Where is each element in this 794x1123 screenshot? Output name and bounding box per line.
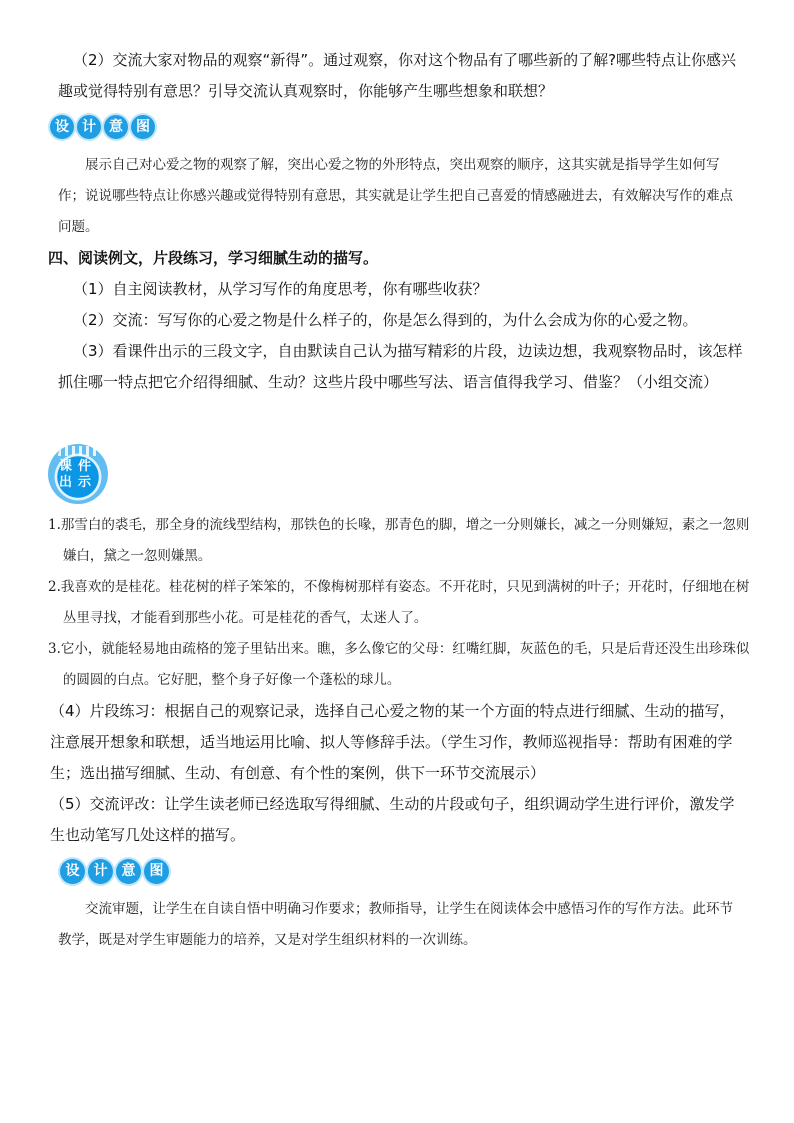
design-intent-text: 展示自己对心爱之物的观察了解，突出心爱之物的外形特点，突出观察的顺序，这其实就是指导学生如何写作；说说哪些特点让你感兴趣或觉得特别有意思，其实就是让学生把自己喜爱的情感融进去，有效解决写作的难点问题。 [58, 157, 733, 235]
courseware-icon-line1: 课件 [58, 459, 97, 474]
badge-char: 意 [116, 859, 141, 884]
design-intent-text-2: 交流审题，让学生在自读自悟中明确习作要求；教师指导，让学生在阅读体会中感悟习作的写作方法。此环节教学，既是对学生审题能力的培养，又是对学生组织材料的一次训练。 [58, 901, 733, 948]
design-intent-badge [60, 859, 169, 884]
section4-item3: （3）看课件出示的三段文字，自由默读自己认为描写精彩的片段，边读边想，我观察物品时，该怎样抓住哪一特点把它介绍得细腻、生动？这些片段中哪些写法、语言值得我学习、借鉴？（小组交流） [58, 342, 743, 391]
section4-item5: （5）交流评改：让学生读老师已经选取写得细腻、生动的片段或句子，组织调动学生进行评价，激发学生也动笔写几处这样的描写。 [50, 795, 735, 844]
badge-char: 图 [144, 859, 169, 884]
icon-decoration [58, 446, 98, 456]
courseware-passage-1: 1.那雪白的裘毛，那全身的流线型结构，那铁色的长喙，那青色的脚，增之一分则嫌长，减之一分则嫌短，素之一忽则嫌白，黛之一忽则嫌黑。 [48, 517, 750, 564]
badge-char: 计 [88, 859, 113, 884]
courseware-display-icon [48, 444, 108, 504]
badge-char: 图 [131, 115, 155, 139]
section4-item2: （2）交流：写写你的心爱之物是什么样子的，你是怎么得到的，为什么会成为你的心爱之物。 [73, 311, 698, 329]
section4-item1: （1）自主阅读教材，从学习写作的角度思考，你有哪些收获？ [73, 280, 488, 298]
badge-char: 设 [60, 859, 85, 884]
section4-heading: 四、阅读例文，片段练习，学习细腻生动的描写。 [48, 249, 379, 267]
section3-item2: （2）交流大家对物品的观察“新得”。通过观察，你对这个物品有了哪些新的了解?哪些特点让你感兴趣或觉得特别有意思？引导交流认真观察时，你能够产生哪些想象和联想？ [58, 51, 737, 100]
courseware-passage-2: 2.我喜欢的是桂花。桂花树的样子笨笨的，不像梅树那样有姿态。不开花时，只见到满树的叶子；开花时，仔细地在树丛里寻找，才能看到那些小花。可是桂花的香气，太迷人了。 [48, 579, 750, 626]
courseware-passage-3: 3.它小，就能轻易地由疏格的笼子里钻出来。瞧，多么像它的父母：红嘴红脚，灰蓝色的毛，只是后背还没生出珍珠似的圆圆的白点。它好肥，整个身子好像一个蓬松的球儿。 [48, 641, 750, 688]
badge-char: 计 [77, 115, 101, 139]
courseware-icon-line2: 出示 [58, 475, 97, 490]
badge-char: 设 [50, 115, 74, 139]
design-intent-badge [50, 115, 155, 139]
badge-char: 意 [104, 115, 128, 139]
section4-item4: （4）片段练习：根据自己的观察记录，选择自己心爱之物的某一个方面的特点进行细腻、生动的描写，注意展开想象和联想，适当地运用比喻、拟人等修辞手法。（学生习作，教师巡视指导：帮助有困难的学生；选出描写细腻、生动、有创意、有个性的案例，供下一环节交流展示） [50, 702, 735, 782]
